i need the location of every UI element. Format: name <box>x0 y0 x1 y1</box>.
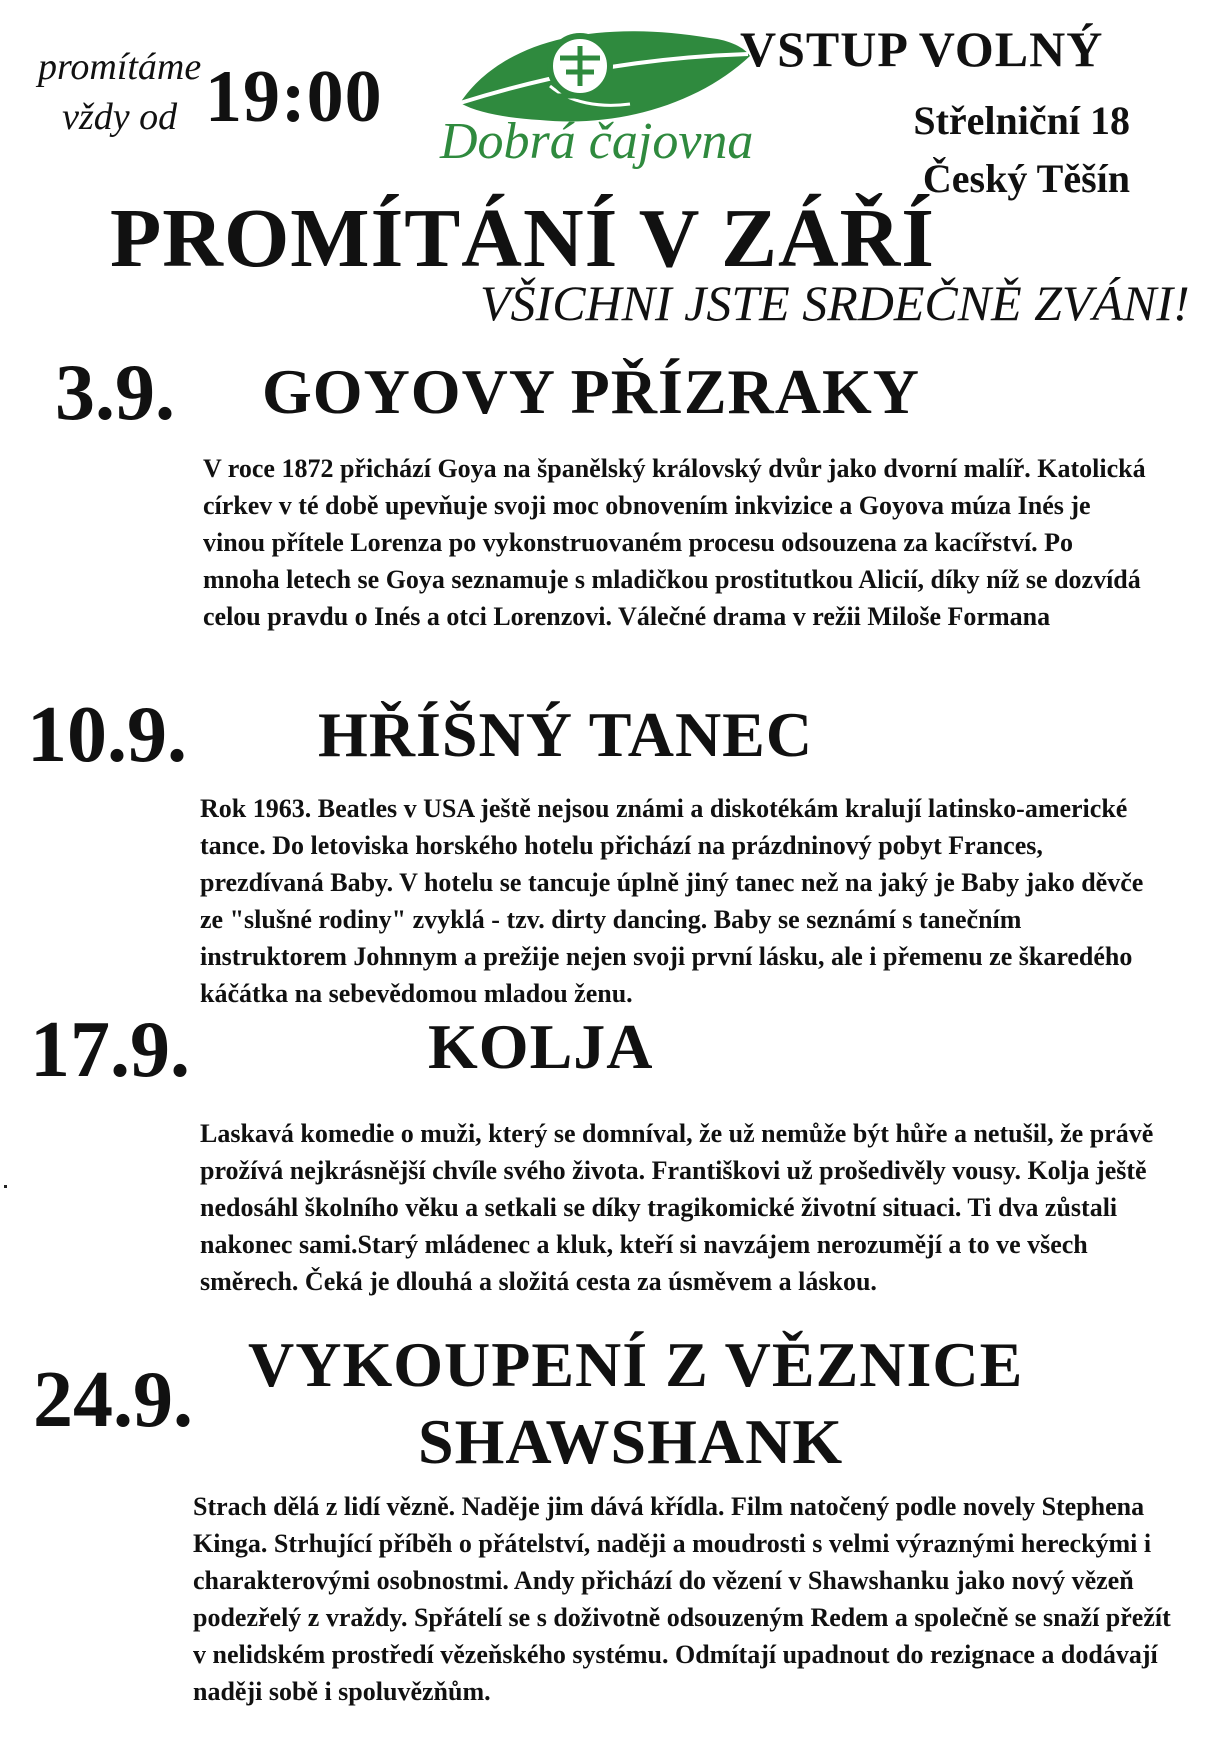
film-title-1: GOYOVY PŘÍZRAKY <box>262 356 920 427</box>
page-subtitle: VŠICHNI JSTE SRDEČNĚ ZVÁNI! <box>480 275 1190 331</box>
film-date-4: 24.9. <box>33 1356 193 1444</box>
film-description-3: Laskavá komedie o muži, který se domníval, že už nemůže být hůře a netušil, že právě prožívá nejkrásnější chvíle svého života. Františkovi už prošedivěly vousy. Kolja ještě nedosáhl školního věku a setkali se díky tragikomické životní situaci. Ti dva zůstali nakonec sami.Starý mládenec a kluk, kteří si navzájem nerozumějí a to ve všech směrech. Čeká je dlouhá a složitá cesta za úsměvem a láskou. <box>200 1119 1154 1296</box>
address-street: Střelniční 18 <box>913 98 1130 143</box>
film-date-1: 3.9. <box>55 349 175 437</box>
film-description-1: V roce 1872 přichází Goya na španělský královský dvůr jako dvorní malíř. Katolická církev v té době upevňuje svoji moc obnovením inkvizice a Goyova múza Inés je vinou přítele Lorenza po vykonstruovaném procesu odsouzena za kacířství. Po mnoha letech se Goya seznamuje s mladičkou prostitutkou Alicií, díky níž se dozvídá celou pravdu o Inés a otci Lorenzovi. Válečné drama v režii Miloše Formana <box>203 454 1146 631</box>
logo-text: Dobrá čajovna <box>440 113 754 170</box>
film-date-3: 17.9. <box>30 1006 190 1094</box>
film-title-4: VYKOUPENÍ Z VĚZNICE <box>248 1329 1024 1400</box>
film-title-3: KOLJA <box>428 1011 654 1082</box>
film-date-2: 10.9. <box>27 691 187 779</box>
promitame-line2: vždy od <box>62 96 178 138</box>
screening-time-note <box>38 42 201 142</box>
logo <box>430 8 760 188</box>
film-title-2: HŘÍŠNÝ TANEC <box>318 699 814 770</box>
address-city: Český Těšín <box>922 156 1130 201</box>
tea-leaf-logo-icon <box>430 8 760 188</box>
film-description-4: Strach dělá z lidí vězně. Naděje jim dává křídla. Film natočený podle novely Stephena Kinga. Strhující příběh o přátelství, naději a moudrosti s velmi výraznými hereckými i charakterovými osobnostmi. Andy přichází do vězení v Shawshanku jako nový vězeň podezřelý z vraždy. Spřátelí se s doživotně odsouzeným Redem a společně se snaží přežít v nelidském prostředí vězeňského systému. Odmítají upadnout do rezignace a dodávají naději sobě i spoluvězňům. <box>193 1492 1171 1706</box>
admission-free: VSTUP VOLNÝ <box>740 21 1104 77</box>
screening-time: 19:00 <box>205 56 383 138</box>
film-title-4-line2: SHAWSHANK <box>418 1406 844 1477</box>
film-description-2: Rok 1963. Beatles v USA ještě nejsou známi a diskotékám kralují latinsko-americké tance. Do letoviska horského hotelu přichází na prázdninový pobyt Frances, prezdívaná Baby. V hotelu se tancuje úplně jiný tanec než na jaký je Baby jako děvče ze "slušné rodiny" zvyklá - tzv. dirty dancing. Baby se seznámí s tanečním instruktorem Johnnym a prežije nejen svoji první lásku, ale i přemenu ze škaredého káčátka na sebevědomou mladou ženu. <box>200 794 1144 1008</box>
promitame-line1: promítáme <box>38 46 202 88</box>
page-title: PROMÍTÁNÍ V ZÁŘÍ <box>110 192 935 285</box>
stray-mark <box>4 1185 7 1188</box>
